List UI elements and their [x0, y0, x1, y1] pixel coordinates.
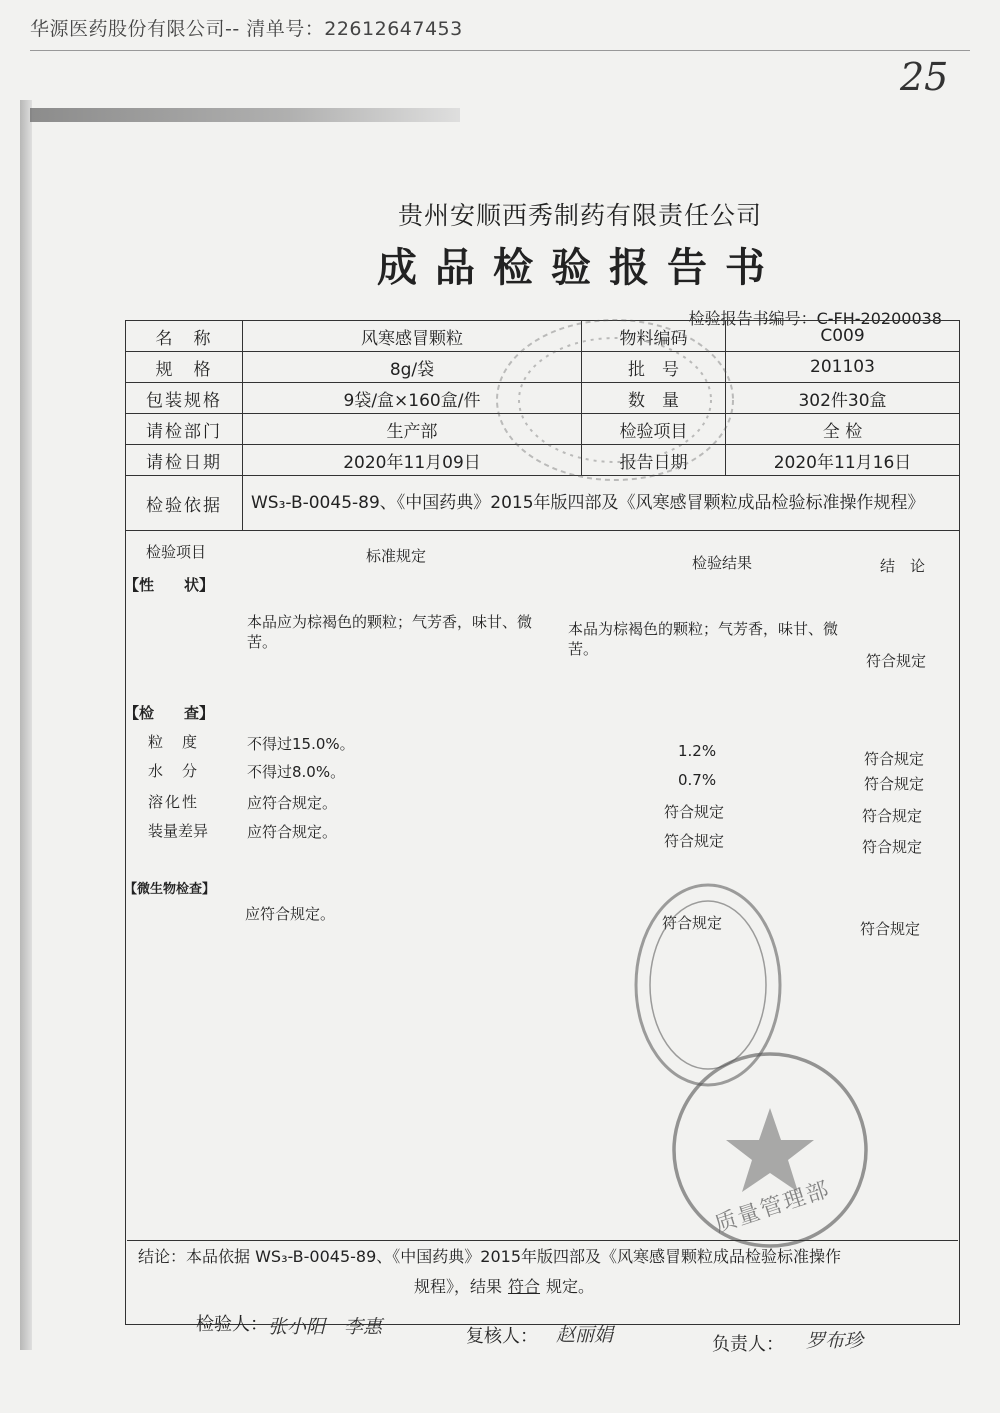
conclusion-line-1: 结论：本品依据 WS₃-B-0045-89、《中国药典》2015年版四部及《风寒感冒颗粒成品检验标准操作	[138, 1247, 842, 1266]
header-result: 检验结果	[692, 554, 753, 572]
code-value: C009	[726, 321, 960, 352]
inspection-conclusion: 符合规定	[862, 838, 923, 856]
report-number: 检验报告书编号：C-FH-20200038	[688, 309, 942, 328]
code-label: 物料编码	[582, 321, 726, 352]
company-name: 贵州安顺西秀制药有限责任公司	[397, 201, 762, 230]
req-date-value: 2020年11月09日	[243, 445, 582, 476]
inspection-standard: 不得过15.0%。	[247, 735, 355, 753]
seal-label: 质量管理部	[711, 1176, 834, 1238]
basis-label: 检验依据	[126, 476, 243, 531]
inspection-standard: 应符合规定。	[247, 823, 338, 841]
inspection-item: 溶化性	[148, 793, 200, 811]
inspection-item: 装量差异	[148, 822, 209, 840]
character-conclusion: 符合规定	[866, 652, 927, 670]
inspection-result: 1.2%	[678, 742, 717, 760]
inspection-item: 粒 度	[148, 733, 200, 751]
conclusion-divider	[127, 1240, 958, 1241]
header-standard: 标准规定	[366, 547, 427, 565]
fax-header: 华源医药股份有限公司-- 清单号：22612647453	[30, 18, 463, 40]
batch-value: 201103	[726, 352, 960, 383]
section-character-title: 【性 状】	[124, 576, 215, 594]
rep-date-value: 2020年11月16日	[726, 445, 960, 476]
conclusion-result: 符合	[508, 1277, 541, 1296]
spec-value: 8g/袋	[243, 352, 582, 383]
responsible-label: 负责人：	[712, 1334, 784, 1355]
basis-value: WS₃-B-0045-89、《中国药典》2015年版四部及《风寒感冒颗粒成品检验标准操作规程》	[243, 476, 960, 531]
character-result: 本品为棕褐色的颗粒；气芳香，味甘、微苦。	[568, 620, 839, 658]
header-conclusion: 结 论	[880, 557, 926, 575]
inspection-standard: 应符合规定。	[247, 794, 338, 812]
item-value: 全 检	[726, 414, 960, 445]
micro-standard: 应符合规定。	[245, 905, 336, 923]
header-item: 检验项目	[146, 543, 207, 561]
spec-label: 规 格	[126, 352, 243, 383]
inspection-conclusion: 符合规定	[864, 750, 925, 768]
inspection-conclusion: 符合规定	[862, 807, 923, 825]
qty-value: 302件30盒	[726, 383, 960, 414]
dept-value: 生产部	[243, 414, 582, 445]
rep-date-label: 报告日期	[582, 445, 726, 476]
inspection-result: 符合规定	[664, 832, 725, 850]
item-label: 检验项目	[582, 414, 726, 445]
pack-label: 包装规格	[126, 383, 243, 414]
inspection-result: 0.7%	[678, 771, 717, 789]
conclusion-block	[138, 1242, 938, 1302]
batch-area-stamp	[497, 320, 733, 480]
inspection-result: 符合规定	[664, 803, 725, 821]
section-inspection-title: 【检 查】	[124, 704, 215, 722]
conclusion-prefix: 规程》，结果	[414, 1277, 503, 1296]
name-value: 风寒感冒颗粒	[243, 321, 582, 352]
batch-label: 批 号	[582, 352, 726, 383]
pack-value: 9袋/盒×160盒/件	[243, 383, 582, 414]
document-title: 成品检验报告书	[377, 245, 783, 291]
name-label: 名 称	[126, 321, 243, 352]
inspection-standard: 不得过8.0%。	[247, 763, 346, 781]
section-micro-title: 【微生物检查】	[124, 882, 216, 897]
character-standard: 本品应为棕褐色的颗粒；气芳香，味甘、微苦。	[247, 613, 533, 651]
inspector-signature: 张小阳 李惠	[268, 1316, 383, 1338]
conclusion-line-2	[138, 1272, 938, 1302]
handwritten-page-mark: 25	[900, 55, 949, 99]
conclusion-suffix: 规定。	[546, 1277, 595, 1296]
req-date-label: 请检日期	[126, 445, 243, 476]
micro-conclusion: 符合规定	[860, 920, 921, 938]
responsible-signature: 罗布珍	[806, 1330, 864, 1352]
reviewer-label: 复核人：	[466, 1326, 538, 1347]
inspector-label: 检验人：	[196, 1314, 268, 1335]
inspection-conclusion: 符合规定	[864, 775, 925, 793]
reviewer-signature: 赵丽娟	[556, 1324, 614, 1346]
dept-label: 请检部门	[126, 414, 243, 445]
micro-result: 符合规定	[662, 914, 723, 932]
qty-label: 数 量	[582, 383, 726, 414]
inspection-item: 水 分	[148, 762, 200, 780]
